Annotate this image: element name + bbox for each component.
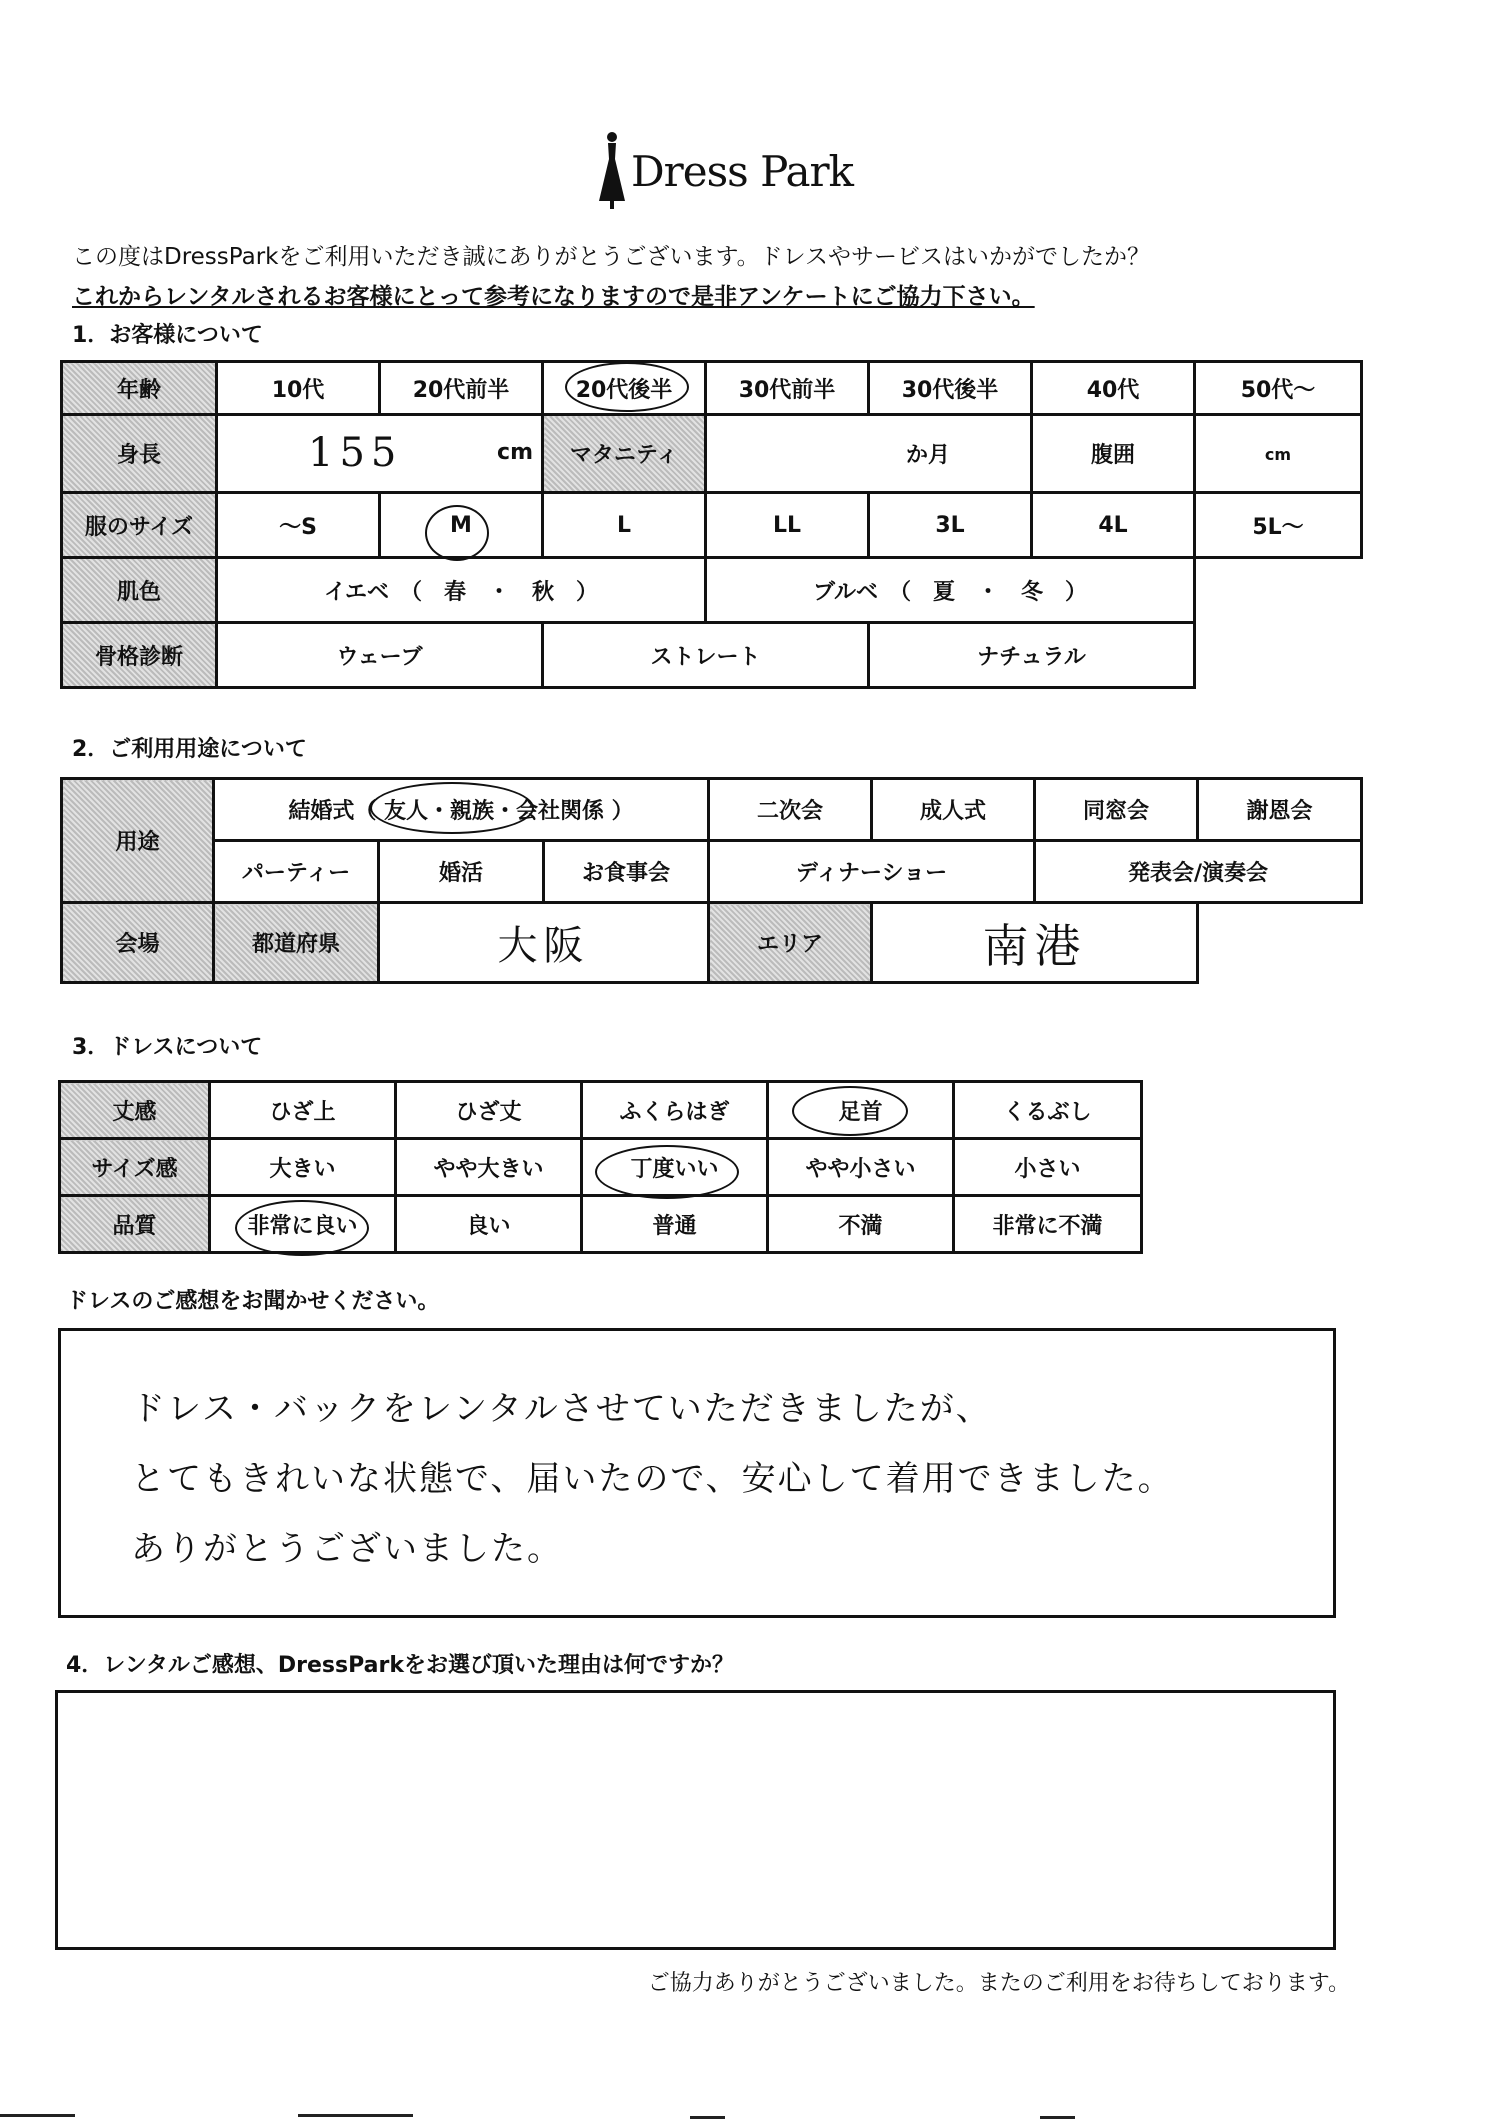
purpose-option[interactable]: 成人式: [872, 779, 1035, 841]
body-type-option[interactable]: ナチュラル: [869, 623, 1195, 688]
age-label: 年齢: [62, 362, 217, 415]
purpose-option[interactable]: ディナーショー: [709, 841, 1035, 903]
comment-line: とてもきれいな状態で、届いたので、安心して着用できました。: [131, 1459, 1174, 1499]
comment-box[interactable]: [58, 1328, 1336, 1618]
age-option[interactable]: 20代前半: [380, 362, 543, 415]
quality-option[interactable]: 非常に不満: [954, 1196, 1142, 1253]
section2-title: 2．ご利用用途について: [72, 737, 307, 762]
usage-table: [60, 777, 1363, 984]
purpose-option[interactable]: 同窓会: [1035, 779, 1198, 841]
age-option[interactable]: 40代: [1032, 362, 1195, 415]
footer-thanks: ご協力ありがとうございました。またのご利用をお待ちしております。: [647, 1971, 1350, 1996]
dress-silhouette-icon: [595, 129, 629, 209]
wedding-option[interactable]: 結婚式（ 友人・親族・会社関係 ）: [214, 779, 709, 841]
section4-title: 4．レンタルご感想、DressParkをお選び頂いた理由は何ですか？: [66, 1653, 734, 1678]
fit-option[interactable]: やや小さい: [768, 1139, 954, 1196]
area-field[interactable]: [872, 903, 1198, 983]
scan-artifact: [298, 2114, 413, 2117]
length-option-selected[interactable]: 足首: [768, 1082, 954, 1139]
fit-option-selected[interactable]: 丁度いい: [582, 1139, 768, 1196]
fit-option[interactable]: 小さい: [954, 1139, 1142, 1196]
quality-option[interactable]: 不満: [768, 1196, 954, 1253]
fit-label: サイズ感: [60, 1139, 210, 1196]
quality-option[interactable]: 良い: [396, 1196, 582, 1253]
size-option[interactable]: L: [543, 493, 706, 558]
skin-label: 肌色: [62, 558, 217, 623]
height-field[interactable]: [217, 415, 543, 493]
size-option[interactable]: 4L: [1032, 493, 1195, 558]
age-option[interactable]: 30代前半: [706, 362, 869, 415]
scan-artifact: [690, 2116, 725, 2119]
body-type-option[interactable]: ウェーブ: [217, 623, 543, 688]
prefecture-field[interactable]: [379, 903, 709, 983]
maternity-unit: か月: [905, 443, 950, 468]
scan-artifact: [0, 2114, 75, 2117]
intro-line-2: これからレンタルされるお客様にとって参考になりますので是非アンケートにご協力下さい。: [72, 284, 1035, 310]
skin-yellow-option[interactable]: イエベ （ 春 ・ 秋 ）: [217, 558, 706, 623]
size-option[interactable]: LL: [706, 493, 869, 558]
logo-text: Dress Park: [631, 147, 854, 196]
size-option[interactable]: 5L～: [1195, 493, 1362, 558]
scan-artifact: [1040, 2116, 1075, 2119]
maternity-label: マタニティ: [543, 415, 706, 493]
fit-option[interactable]: 大きい: [210, 1139, 396, 1196]
waist-unit: cm: [1264, 445, 1292, 464]
age-option[interactable]: 50代～: [1195, 362, 1362, 415]
comment-line: ドレス・バックをレンタルさせていただきましたが、: [131, 1389, 992, 1429]
length-option[interactable]: ひざ上: [210, 1082, 396, 1139]
purpose-option[interactable]: お食事会: [544, 841, 709, 903]
comment-line: ありがとうございました。: [131, 1529, 563, 1569]
length-option[interactable]: ふくらはぎ: [582, 1082, 768, 1139]
height-unit: cm: [497, 440, 533, 465]
size-option-selected[interactable]: M: [380, 493, 543, 558]
length-label: 丈感: [60, 1082, 210, 1139]
length-option[interactable]: ひざ丈: [396, 1082, 582, 1139]
purpose-option[interactable]: 二次会: [709, 779, 872, 841]
size-option[interactable]: ～S: [217, 493, 380, 558]
purpose-option[interactable]: 婚活: [379, 841, 544, 903]
comment-prompt: ドレスのご感想をお聞かせください。: [66, 1289, 440, 1314]
quality-label: 品質: [60, 1196, 210, 1253]
reason-answer-box[interactable]: [55, 1690, 1336, 1950]
area-value: 南港: [982, 918, 1087, 973]
skin-blue-option[interactable]: ブルベ （ 夏 ・ 冬 ）: [706, 558, 1195, 623]
dress-rating-table: [58, 1080, 1143, 1254]
quality-option[interactable]: 普通: [582, 1196, 768, 1253]
size-label: 服のサイズ: [62, 493, 217, 558]
dresspark-logo: [595, 125, 854, 215]
prefecture-label: 都道府県: [214, 903, 379, 983]
section1-title: 1．お客様について: [72, 323, 263, 348]
fit-option[interactable]: やや大きい: [396, 1139, 582, 1196]
size-option[interactable]: 3L: [869, 493, 1032, 558]
area-label: エリア: [709, 903, 872, 983]
length-option[interactable]: くるぶし: [954, 1082, 1142, 1139]
waist-field[interactable]: [1195, 415, 1362, 493]
purpose-option[interactable]: 発表会/演奏会: [1035, 841, 1362, 903]
purpose-option[interactable]: パーティー: [214, 841, 379, 903]
height-value: 155: [308, 430, 403, 476]
intro-line-1: この度はDressParkをご利用いただき誠にありがとうございます。ドレスやサービスはいかがでしたか？: [72, 244, 1150, 270]
height-label: 身長: [62, 415, 217, 493]
age-option-selected[interactable]: 20代後半: [543, 362, 706, 415]
venue-label: 会場: [62, 903, 214, 983]
age-option[interactable]: 10代: [217, 362, 380, 415]
body-type-option[interactable]: ストレート: [543, 623, 869, 688]
prefecture-value: 大阪: [497, 923, 590, 969]
quality-option-selected[interactable]: 非常に良い: [210, 1196, 396, 1253]
body-type-label: 骨格診断: [62, 623, 217, 688]
purpose-option[interactable]: 謝恩会: [1198, 779, 1362, 841]
section3-title: 3．ドレスについて: [72, 1035, 263, 1060]
purpose-label: 用途: [62, 779, 214, 903]
waist-label: 腹囲: [1032, 415, 1195, 493]
maternity-field[interactable]: [706, 415, 1032, 493]
customer-info-table: [60, 360, 1363, 689]
age-option[interactable]: 30代後半: [869, 362, 1032, 415]
